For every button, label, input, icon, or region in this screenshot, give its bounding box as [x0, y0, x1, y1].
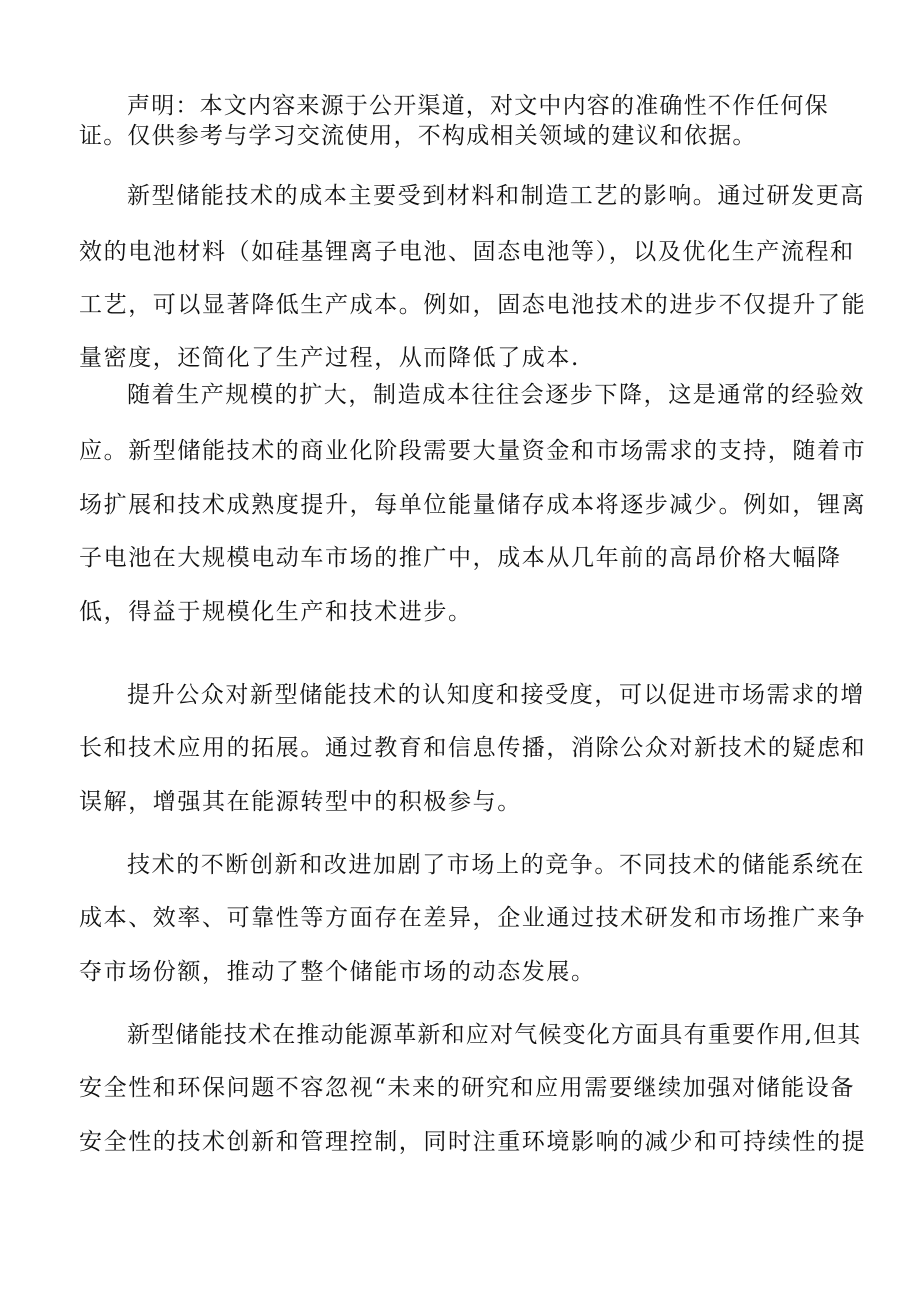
paragraph-5-line-2: 成本、效率、可靠性等方面存在差异，企业通过技术研发和市场推广来争	[79, 905, 867, 931]
paragraph-3-line-3: 场扩展和技术成熟度提升，每单位能量储存成本将逐步减少。例如，锂离	[79, 492, 867, 518]
paragraph-3-line-4: 子电池在大规模电动车市场的推广中，成本从几年前的高昂价格大幅降	[79, 545, 842, 571]
paragraph-1-line-1: 声明：本文内容来源于公开渠道，对文中内容的准确性不作任何保	[127, 93, 829, 119]
paragraph-4-line-1: 提升公众对新型储能技术的认知度和接受度，可以促进市场需求的增	[127, 682, 865, 708]
paragraph-2-line-3: 工艺，可以显著降低生产成本。例如，固态电池技术的进步不仅提升了能	[79, 292, 867, 318]
paragraph-4-line-3: 误解，增强其在能源转型中的积极参与。	[79, 789, 522, 815]
paragraph-5-line-1: 技术的不断创新和改进加剧了市场上的竞争。不同技术的储能系统在	[127, 852, 865, 878]
paragraph-2-line-4: 量密度，还简化了生产过程，从而降低了成本.	[79, 345, 580, 371]
paragraph-6-line-1: 新型储能技术在推动能源革新和应对气候变化方面具有重要作用,但其	[127, 1022, 862, 1048]
paragraph-3-line-1: 随着生产规模的扩大，制造成本往往会逐步下降，这是通常的经验效	[127, 382, 865, 408]
paragraph-3-line-5: 低，得益于规模化生产和技术进步。	[79, 599, 473, 625]
paragraph-2-line-2: 效的电池材料（如硅基锂离子电池、固态电池等），以及优化生产流程和	[79, 239, 855, 265]
paragraph-4-line-2: 长和技术应用的拓展。通过教育和信息传播，消除公众对新技术的疑虑和	[79, 735, 867, 761]
paragraph-6-line-3: 安全性的技术创新和管理控制，同时注重环境影响的减少和可持续性的提	[79, 1129, 867, 1155]
paragraph-1-line-2: 证。仅供参考与学习交流使用，不构成相关领域的建议和依据。	[79, 123, 757, 149]
paragraph-5-line-3: 夺市场份额，推动了整个储能市场的动态发展。	[79, 959, 596, 985]
paragraph-3-line-2: 应。新型储能技术的商业化阶段需要大量资金和市场需求的支持，随着市	[79, 438, 867, 464]
paragraph-6-line-2: 安全性和环保问题不容忽视“未来的研究和应用需要继续加强对储能设备	[79, 1075, 855, 1101]
paragraph-2-line-1: 新型储能技术的成本主要受到材料和制造工艺的影响。通过研发更高	[127, 183, 865, 209]
